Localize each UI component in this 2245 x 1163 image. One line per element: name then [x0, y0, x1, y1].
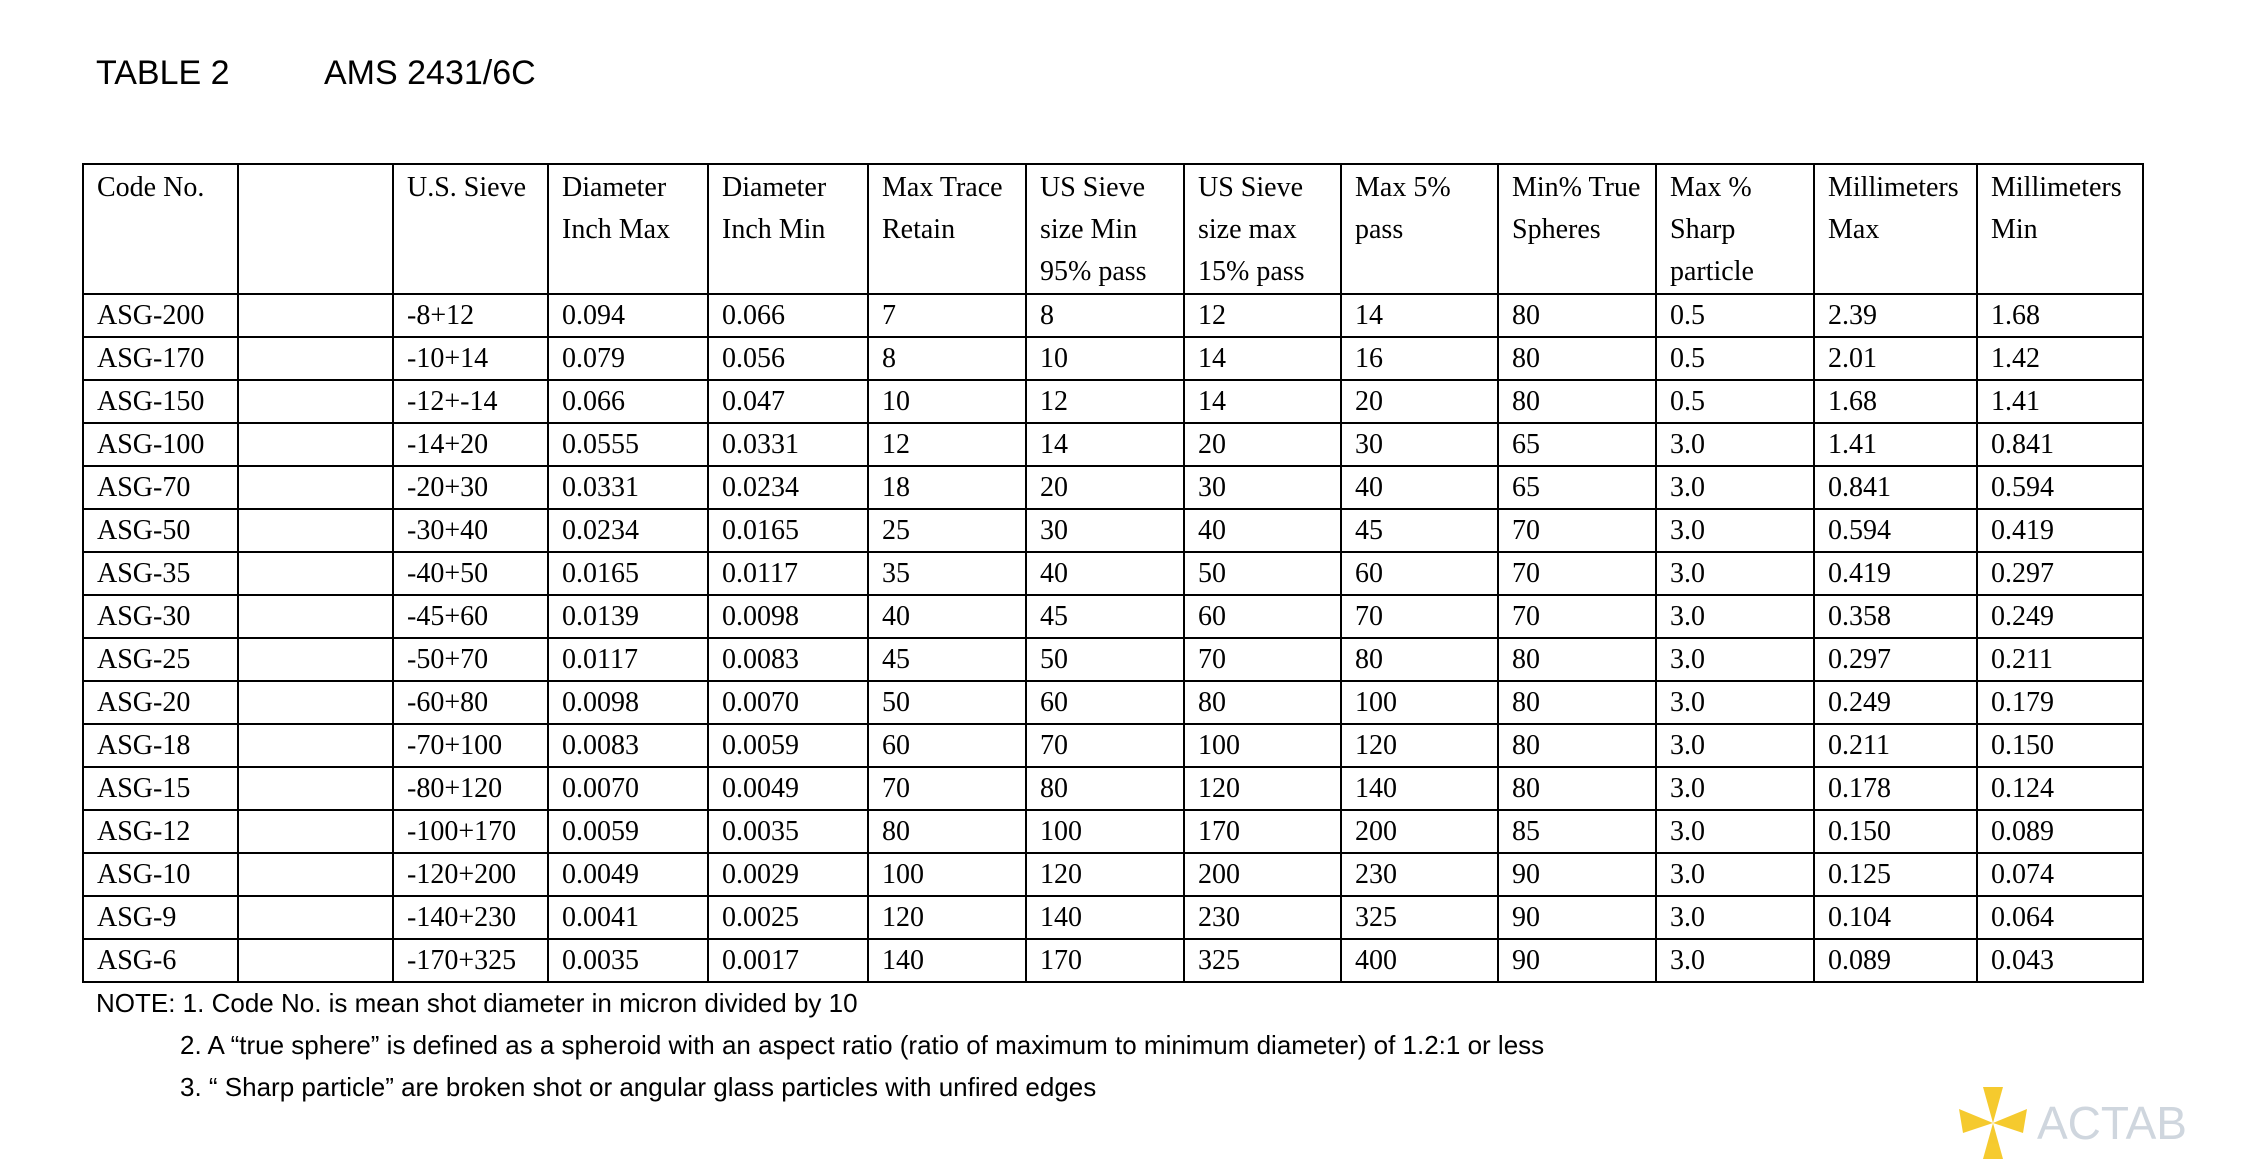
table-cell: 60 [1341, 552, 1498, 595]
table-cell: 140 [868, 939, 1026, 982]
table-cell: ASG-35 [83, 552, 238, 595]
table-cell: 30 [1184, 466, 1341, 509]
table-cell: 0.419 [1814, 552, 1977, 595]
table-cell: 1.68 [1977, 294, 2143, 337]
table-cell: 8 [1026, 294, 1184, 337]
table-cell: 1.41 [1814, 423, 1977, 466]
table-cell: 90 [1498, 853, 1656, 896]
table-cell: 70 [1184, 638, 1341, 681]
table-row [83, 853, 2143, 896]
table-cell [238, 638, 393, 681]
table-cell: 50 [868, 681, 1026, 724]
table-cell: 70 [1026, 724, 1184, 767]
table-cell: 0.066 [548, 380, 708, 423]
table-cell: -170+325 [393, 939, 548, 982]
table-cell [238, 380, 393, 423]
column-header: Min% True Spheres [1498, 164, 1656, 294]
table-cell: 0.179 [1977, 681, 2143, 724]
table-cell [238, 552, 393, 595]
table-cell: 2.39 [1814, 294, 1977, 337]
spec-number: AMS 2431/6C [324, 54, 536, 92]
table-cell: 3.0 [1656, 509, 1814, 552]
table-cell [238, 681, 393, 724]
table-cell [238, 509, 393, 552]
table-cell: 80 [1498, 767, 1656, 810]
table-cell: 20 [1341, 380, 1498, 423]
table-cell: -100+170 [393, 810, 548, 853]
table-cell: 0.178 [1814, 767, 1977, 810]
table-cell: 70 [1498, 595, 1656, 638]
table-cell: 8 [868, 337, 1026, 380]
table-cell: 0.5 [1656, 294, 1814, 337]
table-cell: 70 [868, 767, 1026, 810]
table-cell: -70+100 [393, 724, 548, 767]
table-cell: 140 [1341, 767, 1498, 810]
table-cell: 80 [1498, 724, 1656, 767]
table-cell: 100 [868, 853, 1026, 896]
table-cell: 70 [1498, 552, 1656, 595]
table-cell: -140+230 [393, 896, 548, 939]
notes-section [96, 982, 1544, 1108]
table-cell: ASG-18 [83, 724, 238, 767]
table-cell: 3.0 [1656, 810, 1814, 853]
table-cell: 10 [868, 380, 1026, 423]
table-cell: 0.0059 [548, 810, 708, 853]
table-cell: 3.0 [1656, 466, 1814, 509]
table-cell [238, 853, 393, 896]
table-cell: 65 [1498, 423, 1656, 466]
column-header: Diameter Inch Min [708, 164, 868, 294]
column-header: US Sieve size Min 95% pass [1026, 164, 1184, 294]
table-cell: 3.0 [1656, 853, 1814, 896]
table-cell: 20 [1184, 423, 1341, 466]
table-cell: 80 [1498, 380, 1656, 423]
table-cell: 3.0 [1656, 638, 1814, 681]
table-row [83, 294, 2143, 337]
table-cell: 25 [868, 509, 1026, 552]
table-cell: 3.0 [1656, 423, 1814, 466]
table-cell: 0.0165 [548, 552, 708, 595]
table-cell: ASG-10 [83, 853, 238, 896]
table-cell: 0.124 [1977, 767, 2143, 810]
table-cell: 1.42 [1977, 337, 2143, 380]
table-cell: -20+30 [393, 466, 548, 509]
table-title [96, 54, 536, 93]
column-header: Millimeters Max [1814, 164, 1977, 294]
table-cell: 35 [868, 552, 1026, 595]
table-cell: 0.0035 [708, 810, 868, 853]
table-cell: 0.066 [708, 294, 868, 337]
table-cell: ASG-100 [83, 423, 238, 466]
table-cell [238, 294, 393, 337]
table-cell: 0.150 [1977, 724, 2143, 767]
table-cell: 0.0098 [708, 595, 868, 638]
table-cell: 80 [1341, 638, 1498, 681]
table-cell: ASG-150 [83, 380, 238, 423]
table-cell: 140 [1026, 896, 1184, 939]
table-cell: 50 [1184, 552, 1341, 595]
table-row [83, 638, 2143, 681]
table-cell: 12 [1184, 294, 1341, 337]
table-cell: 120 [1184, 767, 1341, 810]
table-row [83, 552, 2143, 595]
table-cell: 3.0 [1656, 681, 1814, 724]
table-cell: 0.079 [548, 337, 708, 380]
table-cell: 0.5 [1656, 337, 1814, 380]
table-cell: -120+200 [393, 853, 548, 896]
table-cell: 40 [1341, 466, 1498, 509]
column-header: Millimeters Min [1977, 164, 2143, 294]
table-cell: ASG-9 [83, 896, 238, 939]
table-cell [238, 466, 393, 509]
table-cell [238, 810, 393, 853]
table-cell: 100 [1026, 810, 1184, 853]
table-cell: 0.0059 [708, 724, 868, 767]
table-cell: 325 [1341, 896, 1498, 939]
column-header: Max Trace Retain [868, 164, 1026, 294]
column-header: Diameter Inch Max [548, 164, 708, 294]
table-cell: 60 [868, 724, 1026, 767]
table-cell: 14 [1184, 380, 1341, 423]
table-row [83, 595, 2143, 638]
table-cell: 80 [1184, 681, 1341, 724]
table-cell: 0.0117 [708, 552, 868, 595]
table-cell: ASG-6 [83, 939, 238, 982]
table-cell: 0.0070 [548, 767, 708, 810]
table-cell: 120 [1026, 853, 1184, 896]
table-cell: 14 [1341, 294, 1498, 337]
table-cell: 0.0070 [708, 681, 868, 724]
table-row [83, 896, 2143, 939]
table-cell [238, 896, 393, 939]
table-cell: 0.841 [1814, 466, 1977, 509]
table-cell: 70 [1498, 509, 1656, 552]
table-cell: 80 [1498, 294, 1656, 337]
table-cell: -50+70 [393, 638, 548, 681]
table-cell: 170 [1184, 810, 1341, 853]
table-cell: 0.0049 [708, 767, 868, 810]
table-cell: 18 [868, 466, 1026, 509]
column-header: Max 5% pass [1341, 164, 1498, 294]
table-cell: -45+60 [393, 595, 548, 638]
table-cell: 40 [868, 595, 1026, 638]
table-cell: ASG-70 [83, 466, 238, 509]
table-cell: 30 [1341, 423, 1498, 466]
table-cell: 0.358 [1814, 595, 1977, 638]
table-cell: 85 [1498, 810, 1656, 853]
table-cell: 200 [1341, 810, 1498, 853]
table-cell: 90 [1498, 939, 1656, 982]
table-cell: 0.0049 [548, 853, 708, 896]
table-number: TABLE 2 [96, 54, 230, 92]
watermark-logo [1945, 1083, 2245, 1163]
table-cell: 0.056 [708, 337, 868, 380]
table-cell: -12+-14 [393, 380, 548, 423]
table-cell: 100 [1341, 681, 1498, 724]
table-row [83, 767, 2143, 810]
table-row [83, 423, 2143, 466]
star-icon [1959, 1087, 2027, 1159]
table-cell: -14+20 [393, 423, 548, 466]
table-cell: -10+14 [393, 337, 548, 380]
column-header: US Sieve size max 15% pass [1184, 164, 1341, 294]
table-cell: 30 [1026, 509, 1184, 552]
table-cell: 12 [868, 423, 1026, 466]
table-cell: 0.297 [1977, 552, 2143, 595]
table-cell: 7 [868, 294, 1026, 337]
table-cell: 0.104 [1814, 896, 1977, 939]
table-cell: 0.0234 [548, 509, 708, 552]
table-cell: 0.297 [1814, 638, 1977, 681]
table-cell: 0.0555 [548, 423, 708, 466]
column-header: Code No. [83, 164, 238, 294]
table-cell: 80 [1498, 638, 1656, 681]
table-cell: 0.0098 [548, 681, 708, 724]
table-cell: 0.0029 [708, 853, 868, 896]
table-cell: 3.0 [1656, 767, 1814, 810]
table-cell: 230 [1341, 853, 1498, 896]
table-cell: ASG-50 [83, 509, 238, 552]
table-cell: 0.594 [1977, 466, 2143, 509]
table-cell: 50 [1026, 638, 1184, 681]
table-cell: 0.5 [1656, 380, 1814, 423]
table-cell: 12 [1026, 380, 1184, 423]
column-header: Max % Sharp particle [1656, 164, 1814, 294]
table-cell: 3.0 [1656, 595, 1814, 638]
watermark-text: ACTAB [2037, 1097, 2187, 1149]
table-cell [238, 767, 393, 810]
table-cell: 325 [1184, 939, 1341, 982]
note-3: 3. “ Sharp particle” are broken shot or angular glass particles with unfired edges [180, 1072, 1097, 1102]
table-cell: 14 [1184, 337, 1341, 380]
table-cell: 40 [1026, 552, 1184, 595]
table-cell: 0.089 [1977, 810, 2143, 853]
table-cell: 0.419 [1977, 509, 2143, 552]
table-cell: 16 [1341, 337, 1498, 380]
table-cell: 0.094 [548, 294, 708, 337]
table-cell: 0.0017 [708, 939, 868, 982]
table-cell: 60 [1184, 595, 1341, 638]
table-row [83, 810, 2143, 853]
table-cell: 0.089 [1814, 939, 1977, 982]
table-cell: 1.68 [1814, 380, 1977, 423]
table-cell: 3.0 [1656, 896, 1814, 939]
table-cell: 0.0035 [548, 939, 708, 982]
table-cell: ASG-30 [83, 595, 238, 638]
table-cell: 10 [1026, 337, 1184, 380]
table-cell: 0.594 [1814, 509, 1977, 552]
table-cell: 65 [1498, 466, 1656, 509]
table-cell: 0.841 [1977, 423, 2143, 466]
table-cell: 0.0331 [708, 423, 868, 466]
table-cell: 3.0 [1656, 724, 1814, 767]
table-cell: 120 [1341, 724, 1498, 767]
table-cell: 0.211 [1977, 638, 2143, 681]
table-cell: 45 [1341, 509, 1498, 552]
table-cell: ASG-15 [83, 767, 238, 810]
note-1: NOTE: 1. Code No. is mean shot diameter in micron divided by 10 [96, 988, 858, 1018]
table-cell [238, 423, 393, 466]
table-cell: -60+80 [393, 681, 548, 724]
table-row [83, 681, 2143, 724]
column-header: U.S. Sieve [393, 164, 548, 294]
table-cell: 230 [1184, 896, 1341, 939]
table-cell: 0.047 [708, 380, 868, 423]
table-cell: 80 [1026, 767, 1184, 810]
table-row [83, 337, 2143, 380]
table-cell: 0.249 [1814, 681, 1977, 724]
table-cell: -40+50 [393, 552, 548, 595]
table-cell: 400 [1341, 939, 1498, 982]
table-cell: 45 [868, 638, 1026, 681]
table-row [83, 466, 2143, 509]
table-cell: 0.0025 [708, 896, 868, 939]
table-cell: -80+120 [393, 767, 548, 810]
table-cell [238, 939, 393, 982]
table-cell: ASG-25 [83, 638, 238, 681]
table-cell: ASG-20 [83, 681, 238, 724]
table-cell: 0.0139 [548, 595, 708, 638]
table-cell: 0.0117 [548, 638, 708, 681]
table-cell: 14 [1026, 423, 1184, 466]
table-cell: 0.0041 [548, 896, 708, 939]
table-body [83, 294, 2143, 982]
table-cell: 200 [1184, 853, 1341, 896]
note-2: 2. A “true sphere” is defined as a spheroid with an aspect ratio (ratio of maximum to minimum diameter) of 1.2:1 or less [180, 1030, 1545, 1060]
table-cell: 0.043 [1977, 939, 2143, 982]
column-header [238, 164, 393, 294]
table-row [83, 509, 2143, 552]
table-cell [238, 724, 393, 767]
table-cell: 20 [1026, 466, 1184, 509]
table-cell: 70 [1341, 595, 1498, 638]
table-cell: -30+40 [393, 509, 548, 552]
header-row [83, 164, 2143, 294]
table-cell: 170 [1026, 939, 1184, 982]
table-cell: 0.0234 [708, 466, 868, 509]
table-cell: 0.0083 [548, 724, 708, 767]
table-cell: 3.0 [1656, 939, 1814, 982]
table-cell: 0.150 [1814, 810, 1977, 853]
table-cell: -8+12 [393, 294, 548, 337]
table-cell: 3.0 [1656, 552, 1814, 595]
table-cell: 0.0083 [708, 638, 868, 681]
specification-table [82, 163, 2144, 983]
table-cell [238, 337, 393, 380]
table-cell: ASG-200 [83, 294, 238, 337]
table-cell: 0.125 [1814, 853, 1977, 896]
table-cell: 0.074 [1977, 853, 2143, 896]
table-cell: 0.064 [1977, 896, 2143, 939]
table-cell: ASG-12 [83, 810, 238, 853]
table-cell: 1.41 [1977, 380, 2143, 423]
table-row [83, 380, 2143, 423]
table-cell: 90 [1498, 896, 1656, 939]
table-cell [238, 595, 393, 638]
table-row [83, 724, 2143, 767]
table-cell: 80 [868, 810, 1026, 853]
table-cell: 40 [1184, 509, 1341, 552]
table-cell: ASG-170 [83, 337, 238, 380]
table-cell: 0.211 [1814, 724, 1977, 767]
table-cell: 0.0331 [548, 466, 708, 509]
table-cell: 45 [1026, 595, 1184, 638]
table-cell: 120 [868, 896, 1026, 939]
table-cell: 80 [1498, 681, 1656, 724]
table-cell: 0.0165 [708, 509, 868, 552]
table-cell: 80 [1498, 337, 1656, 380]
table-row [83, 939, 2143, 982]
table-cell: 2.01 [1814, 337, 1977, 380]
table-cell: 60 [1026, 681, 1184, 724]
table-cell: 100 [1184, 724, 1341, 767]
table-cell: 0.249 [1977, 595, 2143, 638]
